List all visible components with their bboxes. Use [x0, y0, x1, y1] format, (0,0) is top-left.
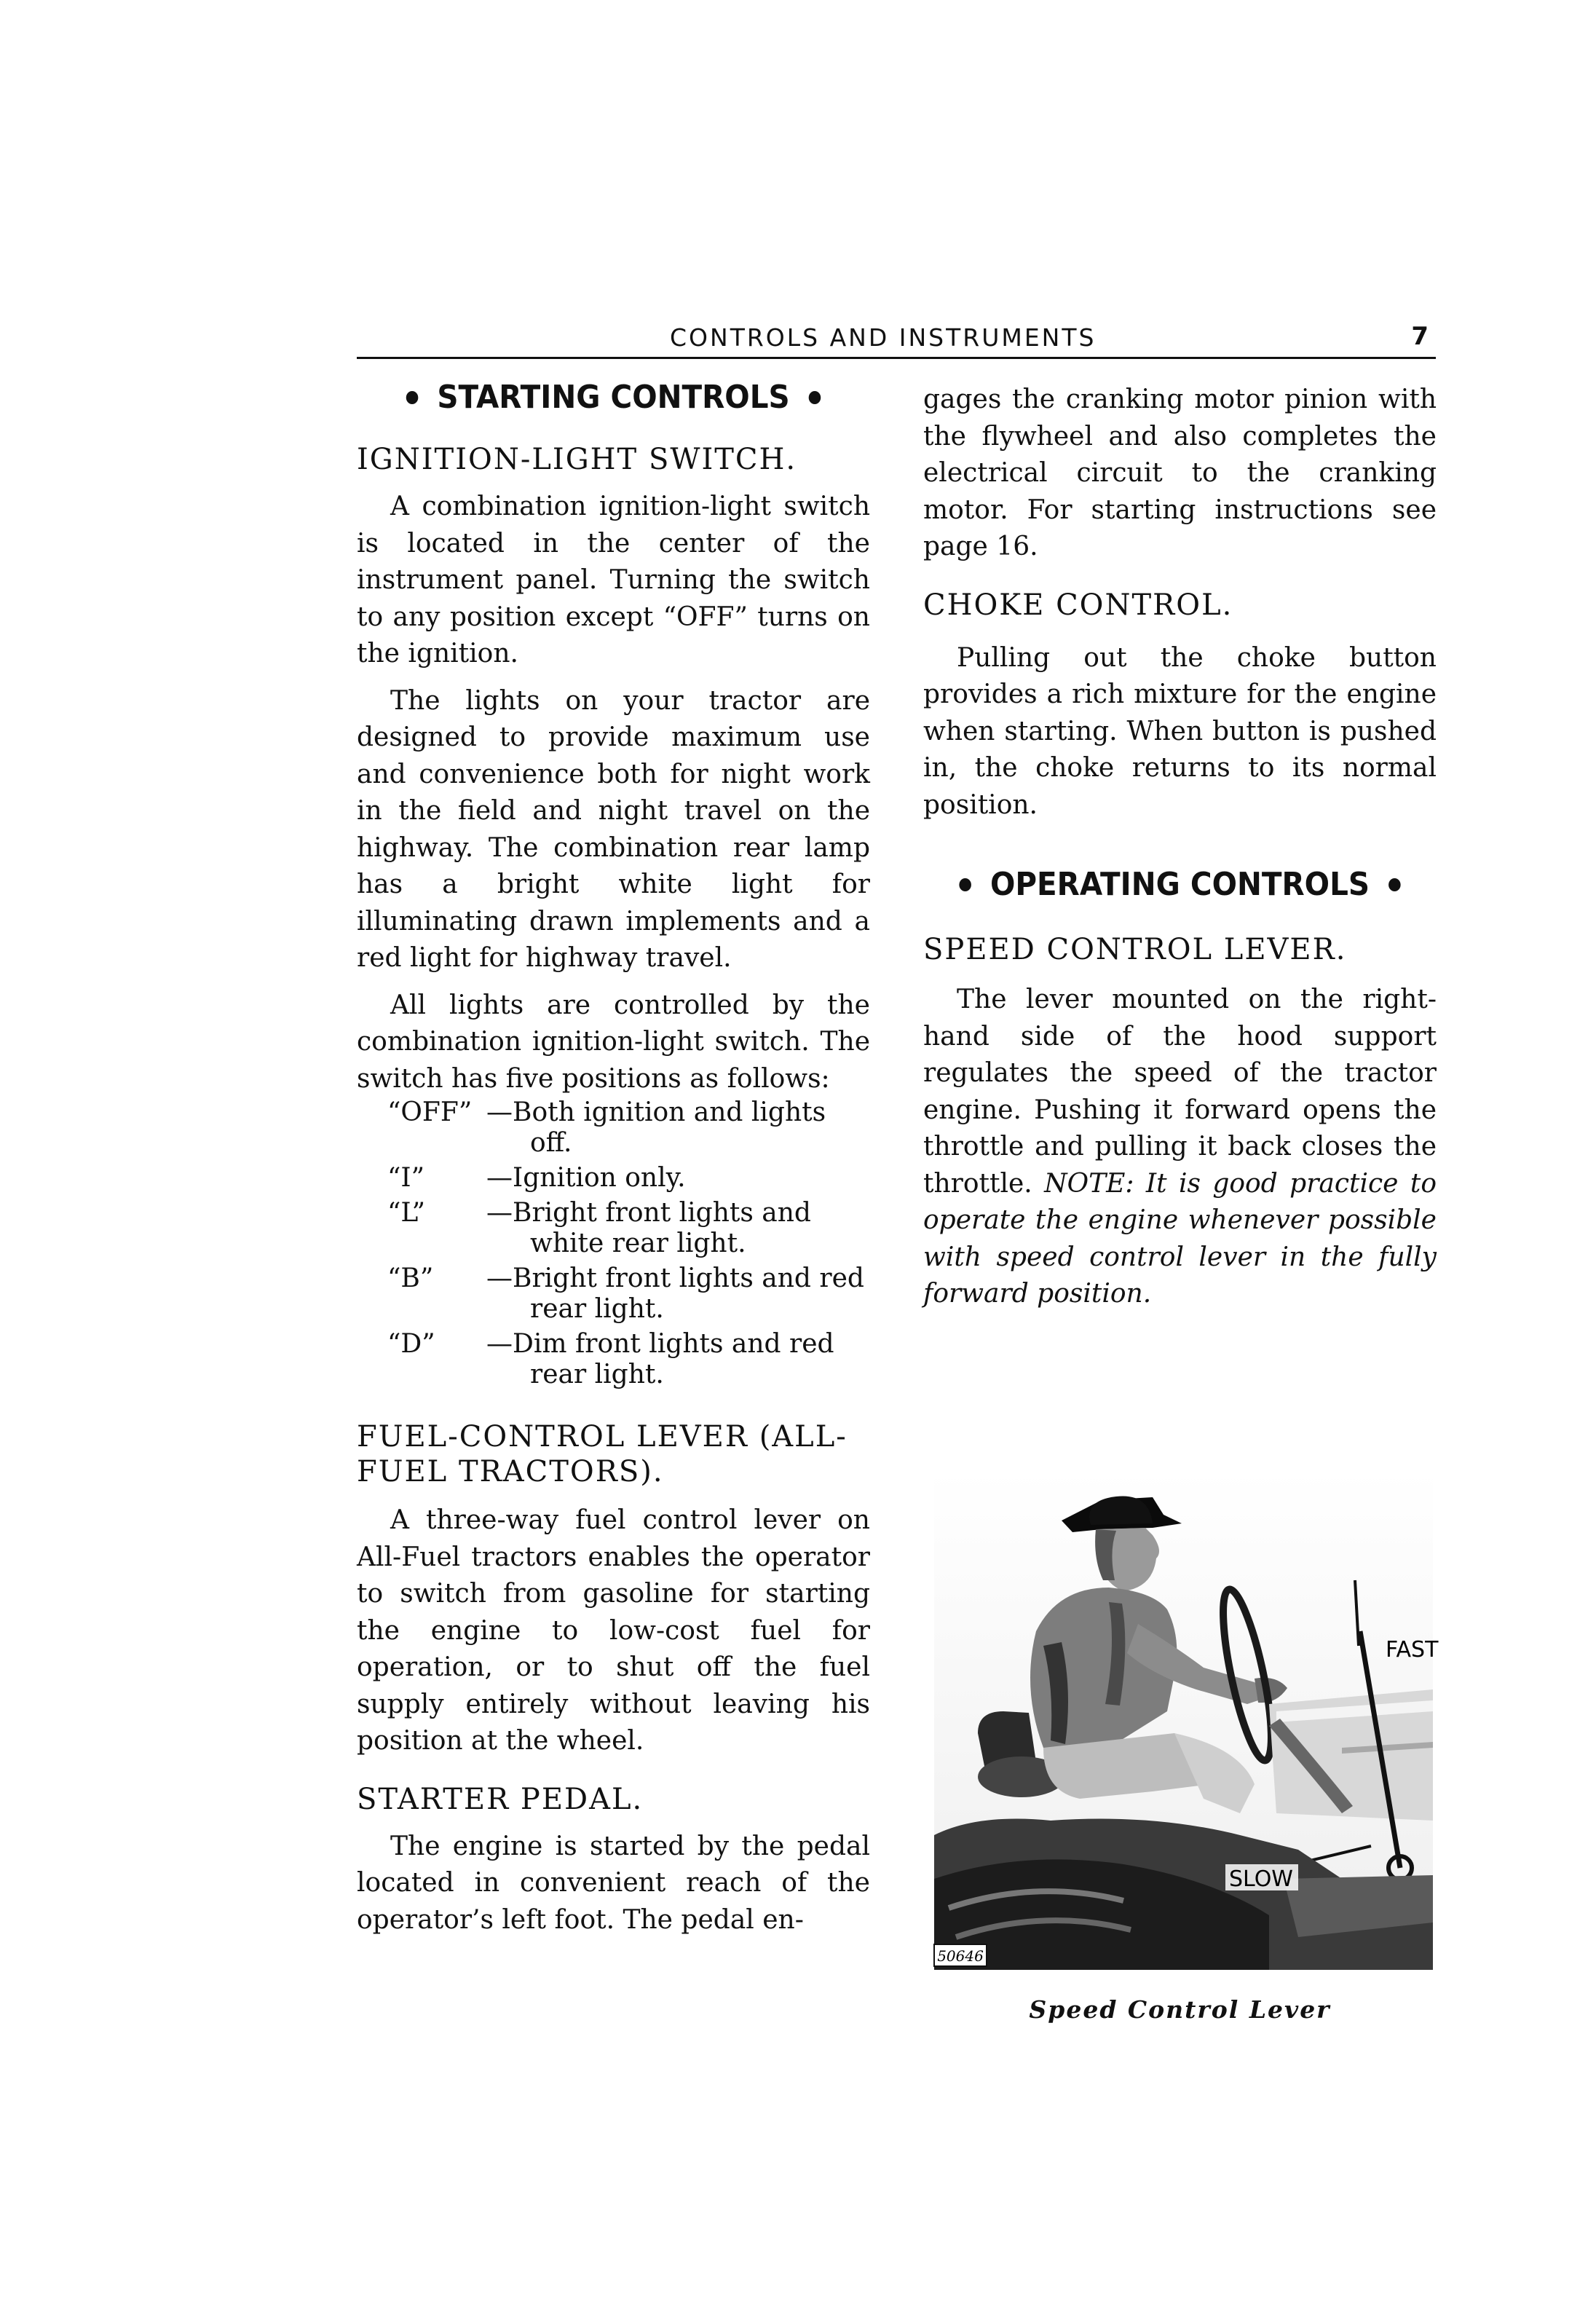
heading-starter-pedal: STARTER PEDAL.	[357, 1782, 644, 1816]
bullet-dot-icon	[1388, 878, 1401, 891]
header-title: CONTROLS AND INSTRUMENTS	[670, 323, 1097, 352]
position-description: —Both ignition and lights off.	[486, 1097, 826, 1158]
left-column	[357, 379, 870, 1939]
section-title-starting-controls	[377, 379, 850, 416]
position-key: “L”	[387, 1198, 426, 1228]
heading-speed-control-lever: SPEED CONTROL LEVER.	[923, 933, 1347, 966]
position-key: “OFF”	[387, 1097, 473, 1127]
position-description: —Bright front lights and red rear light.	[486, 1263, 864, 1324]
paragraph-continuation: gages the cranking motor pinion with the flywheel and also completes the electrical circuit to the cranking motor. For starting instructions see page 16.	[923, 385, 1437, 561]
position-description: —Dim front lights and red rear light.	[486, 1329, 834, 1389]
bullet-dot-icon	[406, 391, 419, 404]
page-number: 7	[1411, 322, 1429, 351]
paragraph-choke-1: Pulling out the choke button provides a rich mixture for the engine when starting. When button is pushed in, the choke returns to its normal position.	[923, 642, 1437, 820]
paragraph-speed-1	[923, 982, 1437, 1313]
position-key: “B”	[387, 1263, 434, 1293]
switch-position-item	[357, 1198, 870, 1259]
tractor-operator-photo	[934, 1471, 1439, 1970]
heading-fuel-control-lever: FUEL-CONTROL LEVER (ALL-FUEL TRACTORS).	[357, 1420, 848, 1488]
bullet-dot-icon	[960, 878, 972, 891]
paragraph-fuel-1: A three-way fuel control lever on All-Fuel tractors enables the operator to switch from gasoline for starting the engine to low-cost fuel for operation, or to shut off the fuel supply entirely without leaving his position at the wheel.	[357, 1505, 870, 1756]
photo-number: 50646	[937, 1947, 984, 1965]
position-key: “D”	[387, 1329, 435, 1359]
switch-position-item	[357, 1263, 870, 1325]
section-title-operating-controls	[944, 866, 1416, 903]
paragraph-ignition-1: A combination ignition-light switch is located in the center of the instrument panel. Turning the switch to any position except “OFF” turns on the ignition.	[357, 492, 870, 669]
section-title-text: OPERATING CONTROLS	[989, 866, 1370, 903]
heading-choke-control: CHOKE CONTROL.	[923, 588, 1233, 622]
paragraph-ignition-3: All lights are controlled by the combination ignition-light switch. The switch has five positions as follows:	[357, 990, 870, 1094]
bullet-dot-icon	[808, 391, 821, 404]
paragraph-starter-1: The engine is started by the pedal located in convenient reach of the operator’s left foot. The pedal en-	[357, 1831, 870, 1935]
position-description: —Ignition only.	[486, 1163, 686, 1193]
switch-positions-list	[357, 1097, 870, 1390]
figure-speed-control-lever	[934, 1471, 1439, 1970]
position-key: “I”	[387, 1163, 425, 1193]
heading-ignition-light-switch: IGNITION-LIGHT SWITCH.	[357, 443, 797, 476]
speed-note: NOTE: It is good practice to operate the engine whenever possible with speed control lever in the fully forward position.	[923, 1168, 1437, 1309]
paragraph-ignition-2: The lights on your tractor are designed to provide maximum use and convenience both for night work in the field and night travel on the highway. The combination rear lamp has a bright white light for illuminating drawn implements and a red light for highway travel.	[357, 685, 870, 973]
figure-caption: Speed Control Lever	[1029, 1995, 1331, 2024]
speed-text: The lever mounted on the right-hand side of the hood support regulates the speed of the tractor engine. Pushing it forward opens the throttle and pulling it back closes the throttle.	[923, 985, 1437, 1199]
switch-position-item	[357, 1329, 870, 1390]
switch-position-item	[357, 1163, 870, 1194]
right-column	[923, 382, 1437, 1313]
position-description: —Bright front lights and white rear light.	[486, 1198, 811, 1258]
running-header	[357, 320, 1436, 359]
switch-position-item	[357, 1097, 870, 1159]
section-title-text: STARTING CONTROLS	[437, 379, 790, 416]
label-fast: FAST	[1386, 1637, 1439, 1663]
label-slow: SLOW	[1229, 1866, 1293, 1892]
